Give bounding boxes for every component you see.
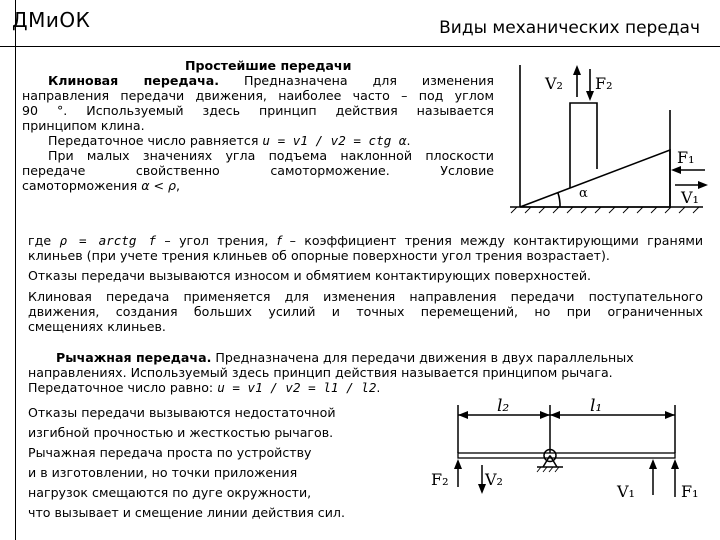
v1-label: V₁	[617, 482, 635, 501]
slide-title: Виды механических передач	[439, 18, 700, 38]
rho-line-2: клиньев (при учете трения клиньев об опорные поверхности угол трения возрастает).	[28, 248, 610, 263]
wedge-heading: Клиновая передача.	[48, 73, 219, 88]
l2-label: l₂	[497, 396, 510, 416]
f1-label: F₁	[681, 482, 699, 501]
ground-hatch	[511, 207, 699, 213]
lever-line-1	[28, 350, 703, 365]
lever-heading: Рычажная передача.	[56, 350, 212, 365]
angle-arc	[558, 193, 560, 207]
wedge-paragraph	[22, 73, 494, 193]
wedge-line-4: принципом клина.	[22, 118, 145, 133]
brand-label: ДМиОК	[12, 8, 91, 32]
lever-bar	[458, 453, 675, 458]
wedge-line-3: 90 °. Используемый здесь принцип действия называется	[22, 103, 494, 118]
l1-label: l₁	[590, 396, 603, 416]
ratio-end: .	[406, 133, 411, 148]
alpha-label: α	[579, 186, 588, 201]
rho-formula: ρ = arctg f	[59, 233, 157, 248]
f1-label: F₁	[677, 148, 695, 167]
lever-line-2: направлениях. Используемый здесь принцип действия называется принципом рычага.	[28, 365, 613, 380]
wedge-shape	[520, 150, 670, 207]
selflock-line-2: передаче свойственно самоторможение. Условие	[22, 163, 494, 178]
lever-line-1-text: Предназначена для передачи движения в двух параллельных	[215, 350, 634, 365]
lever-ratio-text: Передаточное число равно:	[28, 380, 218, 395]
header-divider	[0, 46, 720, 47]
lever-note-4: и в изготовлении, но точки приложения	[28, 465, 298, 480]
lever-note-2: изгибной прочностью и жесткостью рычагов.	[28, 425, 334, 440]
selflock-formula: α < ρ	[141, 178, 177, 193]
selflock-text: самоторможения	[22, 178, 142, 193]
rho-prefix: где	[28, 233, 60, 248]
f2-label: F₂	[595, 74, 613, 93]
app-line-1: Клиновая передача применяется для изменения направления передачи поступательного	[28, 289, 703, 304]
app-line-3: смещениях клиньев.	[28, 319, 166, 334]
lever-ratio-end: .	[376, 380, 381, 395]
lever-note-1: Отказы передачи вызываются недостаточной	[28, 405, 336, 420]
rho-line-1	[28, 233, 703, 248]
ratio-text: Передаточное число равняется	[48, 133, 263, 148]
wedge-line-2: направления передачи движения, наиболее часто – под углом	[22, 88, 494, 103]
lever-notes	[28, 403, 345, 523]
rho-rest: – угол трения, f – коэффициент трения между контактирующими гранями	[156, 233, 704, 248]
slider-block	[570, 103, 597, 188]
v2-label: V₂	[485, 470, 503, 489]
app-line-2: движения, создания больших усилий и точных перемещений, но при ограниченных	[28, 304, 703, 319]
lever-paragraph	[28, 350, 703, 395]
lever-note-6: что вызывает и смещение линии действия сил.	[28, 505, 345, 520]
left-margin-rule	[15, 0, 16, 540]
selflock-line-1: При малых значениях угла подъема наклонной плоскости	[48, 148, 494, 163]
lever-line-3	[28, 380, 703, 395]
lever-note-5: нагрузок смещаются по дуге окружности,	[28, 485, 312, 500]
wedge-continuation	[28, 233, 703, 263]
lever-ratio-formula: u = v1 / v2 = l1 / l2	[217, 380, 377, 395]
wedge-ratio-line	[22, 133, 494, 148]
lever-diagram	[425, 395, 710, 505]
v2-label: V₂	[545, 74, 563, 93]
wedge-failures: Отказы передачи вызываются износом и обмятием контактирующих поверхностей.	[28, 268, 592, 283]
wedge-line-1-text: Предназначена для изменения	[243, 73, 494, 88]
lever-note-3: Рычажная передача проста по устройству	[28, 445, 312, 460]
section-title: Простейшие передачи	[185, 58, 352, 73]
wedge-application	[28, 289, 703, 334]
ratio-formula: u = v1 / v2 = ctg α	[262, 133, 407, 148]
selflock-end: ,	[176, 178, 181, 193]
f2-label: F₂	[431, 470, 449, 489]
selflock-line-3	[22, 178, 494, 193]
v1-label: V₁	[681, 188, 699, 207]
wedge-diagram	[505, 55, 710, 215]
wedge-line-1	[22, 73, 494, 88]
